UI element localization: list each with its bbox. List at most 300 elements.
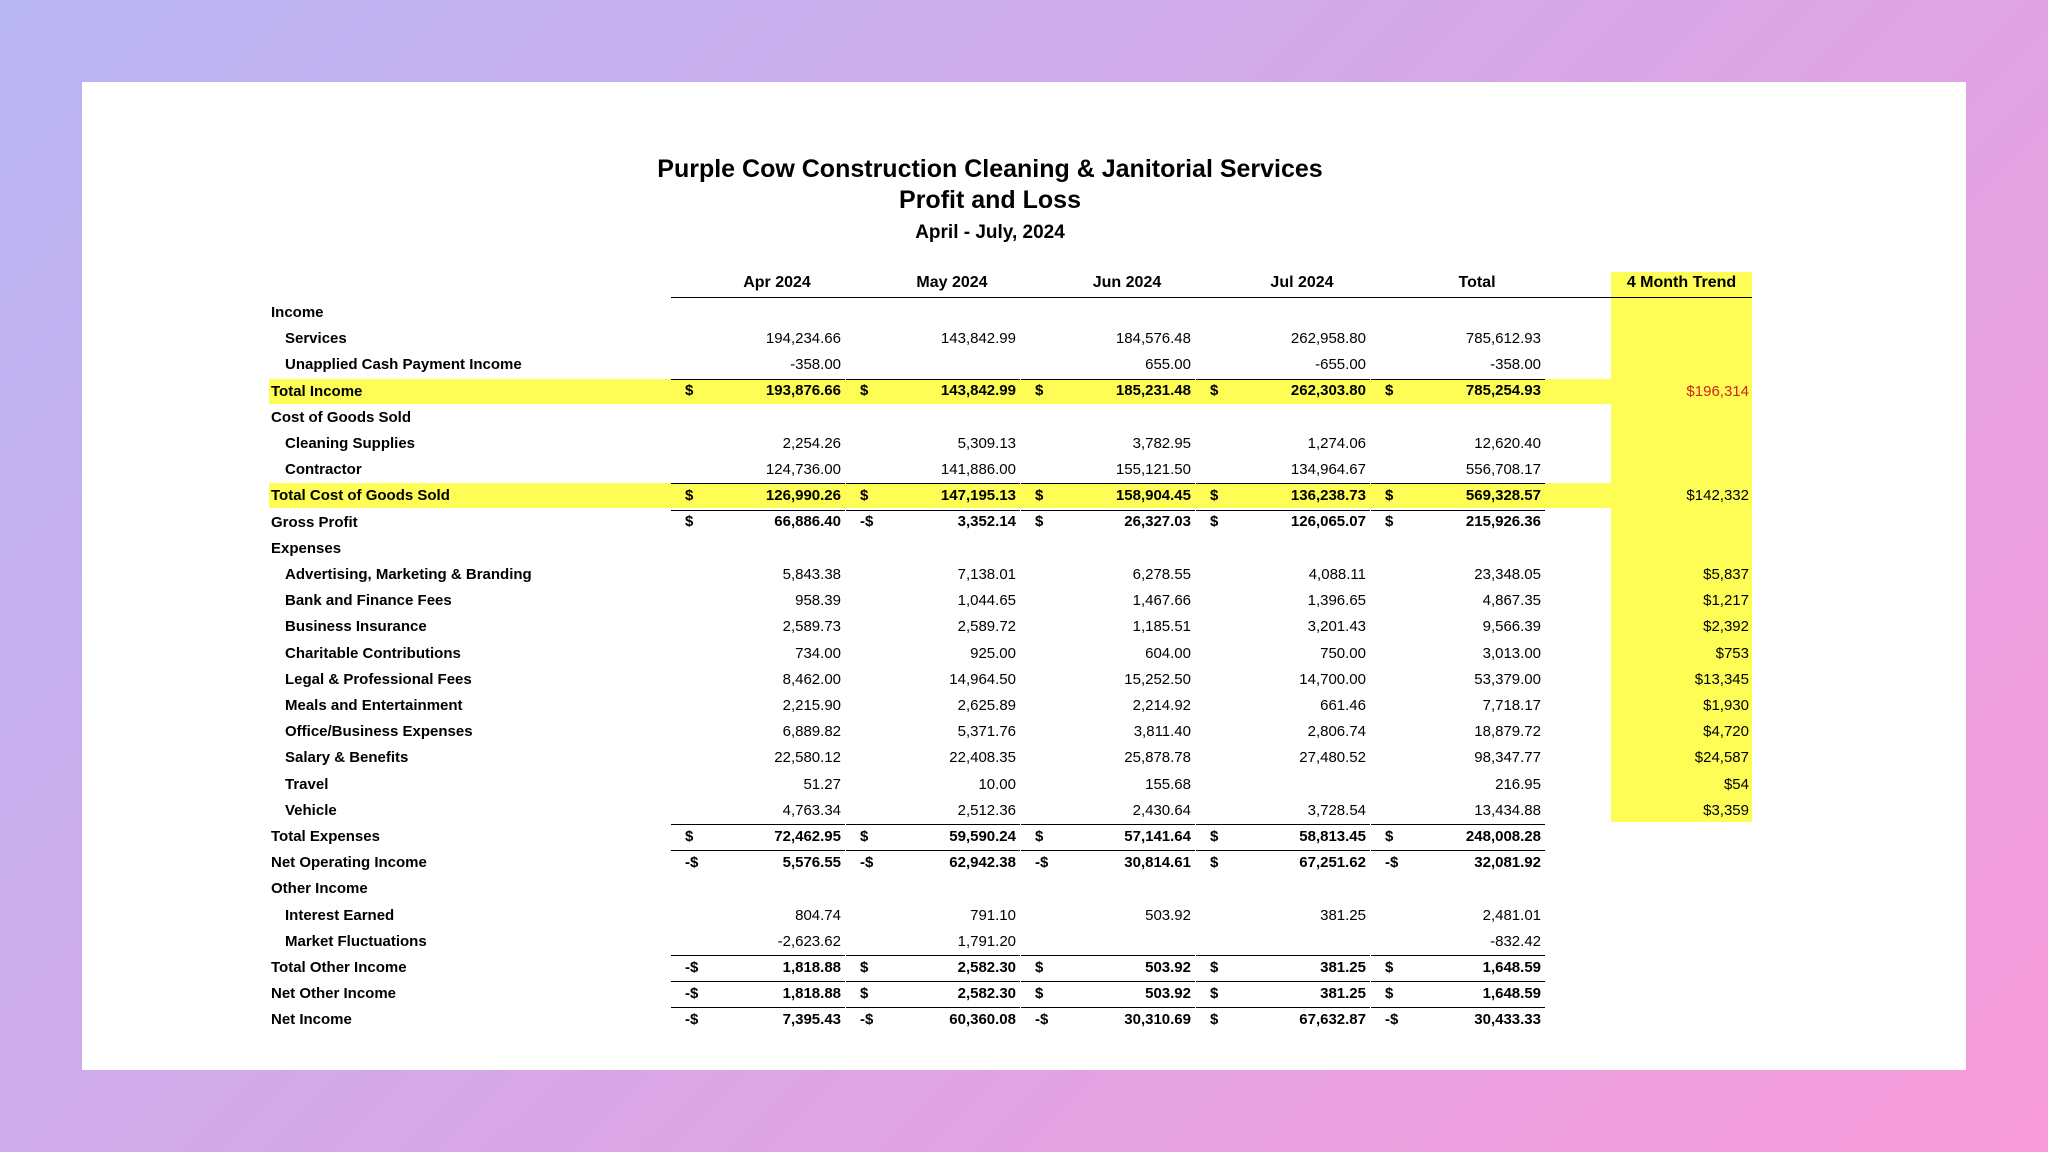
- cell-value: 30,310.69: [1124, 1010, 1191, 1028]
- cell-jun: [1021, 614, 1195, 640]
- cell-apr: [671, 667, 845, 693]
- cell-value: 6,889.82: [782, 723, 841, 741]
- cell-may: [846, 483, 1020, 509]
- cell-may: [846, 798, 1020, 824]
- cell-value: 1,818.88: [782, 958, 841, 976]
- header-rule: [671, 297, 1629, 298]
- cell-value: 5,576.55: [782, 853, 841, 871]
- cell-value: 381.25: [1320, 958, 1366, 976]
- currency-sign: -$: [685, 958, 699, 976]
- column-header-trend: 4 Month Trend: [1626, 274, 1737, 291]
- cell-apr: [671, 981, 845, 1007]
- cell-jul: [1196, 614, 1370, 640]
- row-label: Other Income: [271, 880, 368, 898]
- currency-sign: $: [1210, 827, 1219, 845]
- row-label: Salary & Benefits: [285, 749, 409, 767]
- cell-value: 124,736.00: [765, 461, 841, 479]
- currency-sign: $: [1210, 1010, 1219, 1028]
- table-row: [82, 798, 1966, 824]
- trend-value: $3,359: [1703, 801, 1749, 819]
- cell-apr: [671, 483, 845, 509]
- currency-sign: $: [860, 486, 869, 504]
- currency-sign: $: [1210, 513, 1219, 531]
- cell-apr: [671, 352, 845, 378]
- table-row: [82, 562, 1966, 588]
- cell-value: 66,886.40: [774, 513, 841, 531]
- cell-value: 134,964.67: [1290, 461, 1366, 479]
- currency-sign: $: [1035, 958, 1044, 976]
- cell-value: 5,309.13: [957, 435, 1016, 452]
- cell-value: 1,396.65: [1307, 592, 1366, 610]
- cell-jul: [1196, 903, 1370, 929]
- row-label: Total Other Income: [271, 959, 407, 976]
- cell-value: 262,958.80: [1290, 330, 1366, 348]
- cell-value: 136,238.73: [1290, 486, 1366, 504]
- currency-sign: $: [1385, 958, 1394, 976]
- cell-value: 3,352.14: [957, 513, 1016, 531]
- cell-value: 1,274.06: [1307, 435, 1366, 452]
- cell-value: 27,480.52: [1299, 749, 1366, 767]
- cell-value: 72,462.95: [774, 827, 841, 845]
- cell-total: [1371, 1007, 1545, 1033]
- cell-value: 193,876.66: [765, 382, 841, 400]
- cell-value: 26,327.03: [1124, 513, 1191, 531]
- currency-sign: -$: [1035, 1010, 1049, 1028]
- cell-may: [846, 457, 1020, 483]
- cell-total: [1371, 483, 1545, 509]
- cell-apr: [671, 824, 845, 850]
- currency-sign: $: [685, 827, 694, 845]
- cell-total: [1371, 431, 1545, 457]
- currency-sign: -$: [860, 853, 874, 871]
- table-row: [82, 536, 1966, 562]
- row-label: Contractor: [285, 461, 362, 479]
- currency-sign: $: [1035, 984, 1044, 1002]
- cell-value: 2,625.89: [957, 697, 1016, 714]
- cell-total: [1371, 614, 1545, 640]
- cell-jun: [1021, 483, 1195, 509]
- cell-value: 2,481.01: [1482, 906, 1541, 924]
- cell-may: [846, 903, 1020, 929]
- cell-total: [1371, 457, 1545, 483]
- cell-value: 2,512.36: [957, 801, 1016, 819]
- cell-apr: [671, 719, 845, 745]
- cell-total: [1371, 326, 1545, 352]
- cell-value: 2,254.26: [782, 435, 841, 452]
- cell-value: 3,811.40: [1133, 723, 1191, 741]
- cell-jul: [1196, 431, 1370, 457]
- cell-value: 10.00: [978, 775, 1016, 793]
- row-label: Total Expenses: [271, 828, 380, 845]
- cell-value: 6,278.55: [1132, 566, 1191, 583]
- cell-jul: [1196, 457, 1370, 483]
- cell-value: 141,886.00: [940, 461, 1016, 479]
- cell-jun: [1021, 772, 1195, 798]
- table-row: [82, 667, 1966, 693]
- cell-value: 3,201.43: [1307, 618, 1366, 636]
- cell-jun: [1021, 352, 1195, 378]
- cell-value: 248,008.28: [1465, 827, 1541, 845]
- currency-sign: $: [1385, 382, 1394, 400]
- row-label: Services: [285, 330, 347, 348]
- cell-may: [846, 379, 1020, 405]
- cell-apr: [671, 379, 845, 405]
- currency-sign: $: [1035, 513, 1044, 531]
- trend-value: $1,930: [1703, 697, 1749, 714]
- cell-may: [846, 824, 1020, 850]
- report-sheet: [82, 82, 1966, 1070]
- cell-total: [1371, 693, 1545, 719]
- column-header-jun: Jun 2024: [1092, 274, 1162, 291]
- currency-sign: $: [860, 984, 869, 1002]
- currency-sign: $: [1210, 486, 1219, 504]
- cell-may: [846, 719, 1020, 745]
- row-label: Interest Earned: [285, 906, 395, 924]
- cell-value: 2,589.73: [782, 618, 841, 636]
- row-label: Advertising, Marketing & Branding: [285, 566, 532, 583]
- cell-value: 661.46: [1320, 697, 1366, 714]
- cell-apr: [671, 614, 845, 640]
- table-row: [82, 431, 1966, 457]
- cell-jun: [1021, 745, 1195, 771]
- cell-jun: [1021, 510, 1195, 536]
- cell-value: 155,121.50: [1115, 461, 1191, 479]
- cell-apr: [671, 641, 845, 667]
- column-header-total: Total: [1458, 274, 1496, 291]
- table-row: [82, 326, 1966, 352]
- cell-value: 60,360.08: [949, 1010, 1016, 1028]
- cell-jun: [1021, 588, 1195, 614]
- cell-value: 32,081.92: [1474, 853, 1541, 871]
- currency-sign: -$: [1385, 1010, 1399, 1028]
- cell-value: 215,926.36: [1465, 513, 1541, 531]
- cell-total: [1371, 903, 1545, 929]
- table-row: [82, 745, 1966, 771]
- cell-total: [1371, 352, 1545, 378]
- column-header-may: May 2024: [916, 274, 988, 291]
- cell-may: [846, 510, 1020, 536]
- table-row: [82, 614, 1966, 640]
- cell-value: 4,763.34: [782, 801, 841, 819]
- cell-total: [1371, 798, 1545, 824]
- cell-value: 67,632.87: [1299, 1010, 1366, 1028]
- cell-apr: [671, 326, 845, 352]
- cell-may: [846, 667, 1020, 693]
- row-label: Income: [271, 304, 324, 321]
- cell-value: 2,589.72: [957, 618, 1016, 636]
- row-label: Total Income: [271, 382, 363, 400]
- currency-sign: $: [1385, 513, 1394, 531]
- currency-sign: $: [860, 827, 869, 845]
- trend-value: $142,332: [1686, 487, 1749, 505]
- cell-value: 22,580.12: [774, 749, 841, 767]
- cell-value: 4,088.11: [1308, 566, 1366, 583]
- currency-sign: $: [1035, 827, 1044, 845]
- cell-may: [846, 981, 1020, 1007]
- table-row: [82, 588, 1966, 614]
- table-row: [82, 929, 1966, 955]
- cell-apr: [671, 457, 845, 483]
- table-row: [82, 405, 1966, 431]
- cell-value: 503.92: [1145, 984, 1191, 1002]
- cell-total: [1371, 641, 1545, 667]
- table-row: [82, 693, 1966, 719]
- cell-value: 5,371.76: [957, 723, 1016, 741]
- currency-sign: $: [1210, 958, 1219, 976]
- table-row: [82, 510, 1966, 536]
- cell-apr: [671, 745, 845, 771]
- cell-value: 604.00: [1145, 644, 1191, 662]
- table-row: [82, 300, 1966, 326]
- currency-sign: $: [1210, 984, 1219, 1002]
- cell-value: 25,878.78: [1124, 749, 1191, 767]
- currency-sign: -$: [860, 1010, 874, 1028]
- cell-value: 7,395.43: [782, 1010, 841, 1028]
- cell-jul: [1196, 379, 1370, 405]
- cell-jun: [1021, 379, 1195, 405]
- cell-jun: [1021, 326, 1195, 352]
- currency-sign: $: [1210, 853, 1219, 871]
- currency-sign: $: [1385, 984, 1394, 1002]
- table-row: [82, 641, 1966, 667]
- cell-jul: [1196, 641, 1370, 667]
- cell-apr: [671, 588, 845, 614]
- cell-jun: [1021, 1007, 1195, 1033]
- cell-may: [846, 745, 1020, 771]
- cell-value: -655.00: [1315, 356, 1366, 374]
- cell-value: 785,254.93: [1465, 382, 1541, 400]
- cell-value: 1,185.51: [1132, 618, 1191, 636]
- cell-may: [846, 562, 1020, 588]
- row-label: Vehicle: [285, 801, 337, 819]
- cell-total: [1371, 588, 1545, 614]
- trend-header-rule: [1611, 297, 1752, 298]
- cell-apr: [671, 929, 845, 955]
- table-row: [82, 379, 1966, 405]
- currency-sign: $: [1035, 486, 1044, 504]
- row-label: Net Operating Income: [271, 854, 427, 872]
- row-label: Business Insurance: [285, 618, 427, 636]
- row-label: Expenses: [271, 539, 342, 557]
- cell-value: 2,582.30: [957, 958, 1016, 976]
- trend-value: $24,587: [1694, 749, 1749, 767]
- cell-jul: [1196, 483, 1370, 509]
- cell-may: [846, 772, 1020, 798]
- cell-value: 2,430.64: [1132, 801, 1191, 819]
- cell-value: 7,718.17: [1482, 697, 1541, 714]
- cell-jun: [1021, 981, 1195, 1007]
- cell-value: 59,590.24: [949, 827, 1016, 845]
- cell-total: [1371, 510, 1545, 536]
- cell-value: 925.00: [970, 644, 1016, 662]
- cell-value: 1,648.59: [1482, 958, 1541, 976]
- cell-value: 381.25: [1320, 984, 1366, 1002]
- cell-value: 3,013.00: [1482, 644, 1541, 662]
- cell-apr: [671, 798, 845, 824]
- table-row: [82, 719, 1966, 745]
- cell-jun: [1021, 719, 1195, 745]
- cell-value: 67,251.62: [1299, 853, 1366, 871]
- cell-value: 23,348.05: [1474, 566, 1541, 583]
- cell-value: 158,904.45: [1115, 486, 1191, 504]
- table-row: [82, 850, 1966, 876]
- cell-value: 655.00: [1145, 356, 1191, 374]
- trend-value: $5,837: [1703, 566, 1749, 583]
- column-header-apr: Apr 2024: [743, 274, 811, 291]
- cell-value: 30,814.61: [1124, 853, 1191, 871]
- trend-value: $13,345: [1694, 670, 1749, 688]
- cell-value: 2,215.90: [782, 697, 841, 714]
- cell-value: 98,347.77: [1474, 749, 1541, 767]
- row-label: Legal & Professional Fees: [285, 670, 472, 688]
- table-row: [82, 772, 1966, 798]
- currency-sign: -$: [685, 984, 699, 1002]
- currency-sign: $: [1385, 486, 1394, 504]
- cell-value: 2,214.92: [1132, 697, 1191, 714]
- report-period: April - July, 2024: [915, 222, 1065, 243]
- currency-sign: $: [860, 382, 869, 400]
- cell-value: 569,328.57: [1465, 486, 1541, 504]
- cell-total: [1371, 562, 1545, 588]
- cell-may: [846, 693, 1020, 719]
- row-label: Bank and Finance Fees: [285, 592, 452, 610]
- cell-apr: [671, 1007, 845, 1033]
- table-row: [82, 457, 1966, 483]
- row-label: Meals and Entertainment: [285, 697, 463, 714]
- cell-total: [1371, 772, 1545, 798]
- currency-sign: -$: [1035, 853, 1049, 871]
- cell-value: 734.00: [795, 644, 841, 662]
- cell-jun: [1021, 641, 1195, 667]
- trend-value: $2,392: [1703, 618, 1749, 636]
- currency-sign: $: [685, 382, 694, 400]
- cell-may: [846, 326, 1020, 352]
- cell-value: 9,566.39: [1482, 618, 1541, 636]
- trend-value: $753: [1715, 644, 1749, 662]
- cell-value: 3,782.95: [1132, 435, 1191, 452]
- trend-value: $196,314: [1686, 382, 1749, 400]
- cell-value: 4,867.35: [1482, 592, 1541, 610]
- cell-may: [846, 850, 1020, 876]
- cell-jun: [1021, 562, 1195, 588]
- cell-jun: [1021, 903, 1195, 929]
- cell-value: 51.27: [803, 775, 841, 793]
- cell-jul: [1196, 745, 1370, 771]
- cell-may: [846, 431, 1020, 457]
- cell-value: 1,791.20: [957, 932, 1016, 950]
- cell-value: -832.42: [1490, 932, 1541, 950]
- cell-apr: [671, 562, 845, 588]
- cell-may: [846, 1007, 1020, 1033]
- cell-total: [1371, 824, 1545, 850]
- currency-sign: -$: [685, 1010, 699, 1028]
- cell-jun: [1021, 955, 1195, 981]
- cell-jun: [1021, 929, 1195, 955]
- cell-total: [1371, 850, 1545, 876]
- cell-value: 1,818.88: [782, 984, 841, 1002]
- report-subtitle: Profit and Loss: [899, 186, 1081, 214]
- cell-may: [846, 614, 1020, 640]
- table-row: [82, 903, 1966, 929]
- row-label: Net Other Income: [271, 985, 397, 1003]
- cell-value: -358.00: [790, 356, 841, 374]
- cell-value: 184,576.48: [1115, 330, 1191, 348]
- cell-apr: [671, 431, 845, 457]
- cell-value: 750.00: [1320, 644, 1366, 662]
- cell-jul: [1196, 981, 1370, 1007]
- report-title: Purple Cow Construction Cleaning & Janitorial Services: [657, 155, 1323, 183]
- cell-value: 1,467.66: [1132, 592, 1191, 610]
- cell-value: 7,138.01: [957, 566, 1016, 583]
- cell-apr: [671, 850, 845, 876]
- cell-jul: [1196, 693, 1370, 719]
- cell-value: 57,141.64: [1124, 827, 1191, 845]
- cell-value: 14,964.50: [949, 670, 1016, 688]
- cell-total: [1371, 719, 1545, 745]
- cell-jun: [1021, 798, 1195, 824]
- currency-sign: -$: [1385, 853, 1399, 871]
- cell-may: [846, 352, 1020, 378]
- cell-jun: [1021, 850, 1195, 876]
- row-label: Total Cost of Goods Sold: [271, 487, 450, 505]
- cell-value: 126,065.07: [1290, 513, 1366, 531]
- cell-total: [1371, 981, 1545, 1007]
- cell-total: [1371, 745, 1545, 771]
- cell-value: 1,648.59: [1482, 984, 1541, 1002]
- table-row: [82, 824, 1966, 850]
- trend-value: $4,720: [1703, 723, 1749, 741]
- cell-value: 143,842.99: [940, 330, 1016, 348]
- table-row: [82, 483, 1966, 509]
- cell-jul: [1196, 929, 1370, 955]
- cell-jul: [1196, 824, 1370, 850]
- currency-sign: $: [685, 513, 694, 531]
- cell-jul: [1196, 1007, 1370, 1033]
- row-label: Office/Business Expenses: [285, 723, 473, 741]
- cell-value: 185,231.48: [1115, 382, 1191, 400]
- cell-value: 2,806.74: [1307, 723, 1366, 741]
- cell-value: 556,708.17: [1465, 461, 1541, 479]
- cell-jul: [1196, 667, 1370, 693]
- cell-jun: [1021, 693, 1195, 719]
- currency-sign: $: [860, 958, 869, 976]
- cell-value: 22,408.35: [949, 749, 1016, 767]
- cell-apr: [671, 903, 845, 929]
- table-row: [82, 955, 1966, 981]
- table-row: [82, 981, 1966, 1007]
- cell-value: 15,252.50: [1124, 670, 1191, 688]
- cell-value: 53,379.00: [1474, 670, 1541, 688]
- table-row: [82, 876, 1966, 902]
- cell-jun: [1021, 457, 1195, 483]
- row-label: Charitable Contributions: [285, 644, 461, 662]
- row-label: Unapplied Cash Payment Income: [285, 356, 522, 374]
- row-label: Gross Profit: [271, 513, 358, 531]
- cell-jul: [1196, 352, 1370, 378]
- row-label: Cleaning Supplies: [285, 435, 416, 452]
- cell-jun: [1021, 824, 1195, 850]
- cell-value: 30,433.33: [1474, 1010, 1541, 1028]
- cell-value: 12,620.40: [1474, 435, 1541, 452]
- table-row: [82, 1007, 1966, 1033]
- cell-value: 126,990.26: [765, 486, 841, 504]
- cell-jun: [1021, 431, 1195, 457]
- cell-total: [1371, 667, 1545, 693]
- cell-value: -358.00: [1490, 356, 1541, 374]
- cell-value: 62,942.38: [949, 853, 1016, 871]
- cell-value: 155.68: [1145, 775, 1191, 793]
- cell-apr: [671, 955, 845, 981]
